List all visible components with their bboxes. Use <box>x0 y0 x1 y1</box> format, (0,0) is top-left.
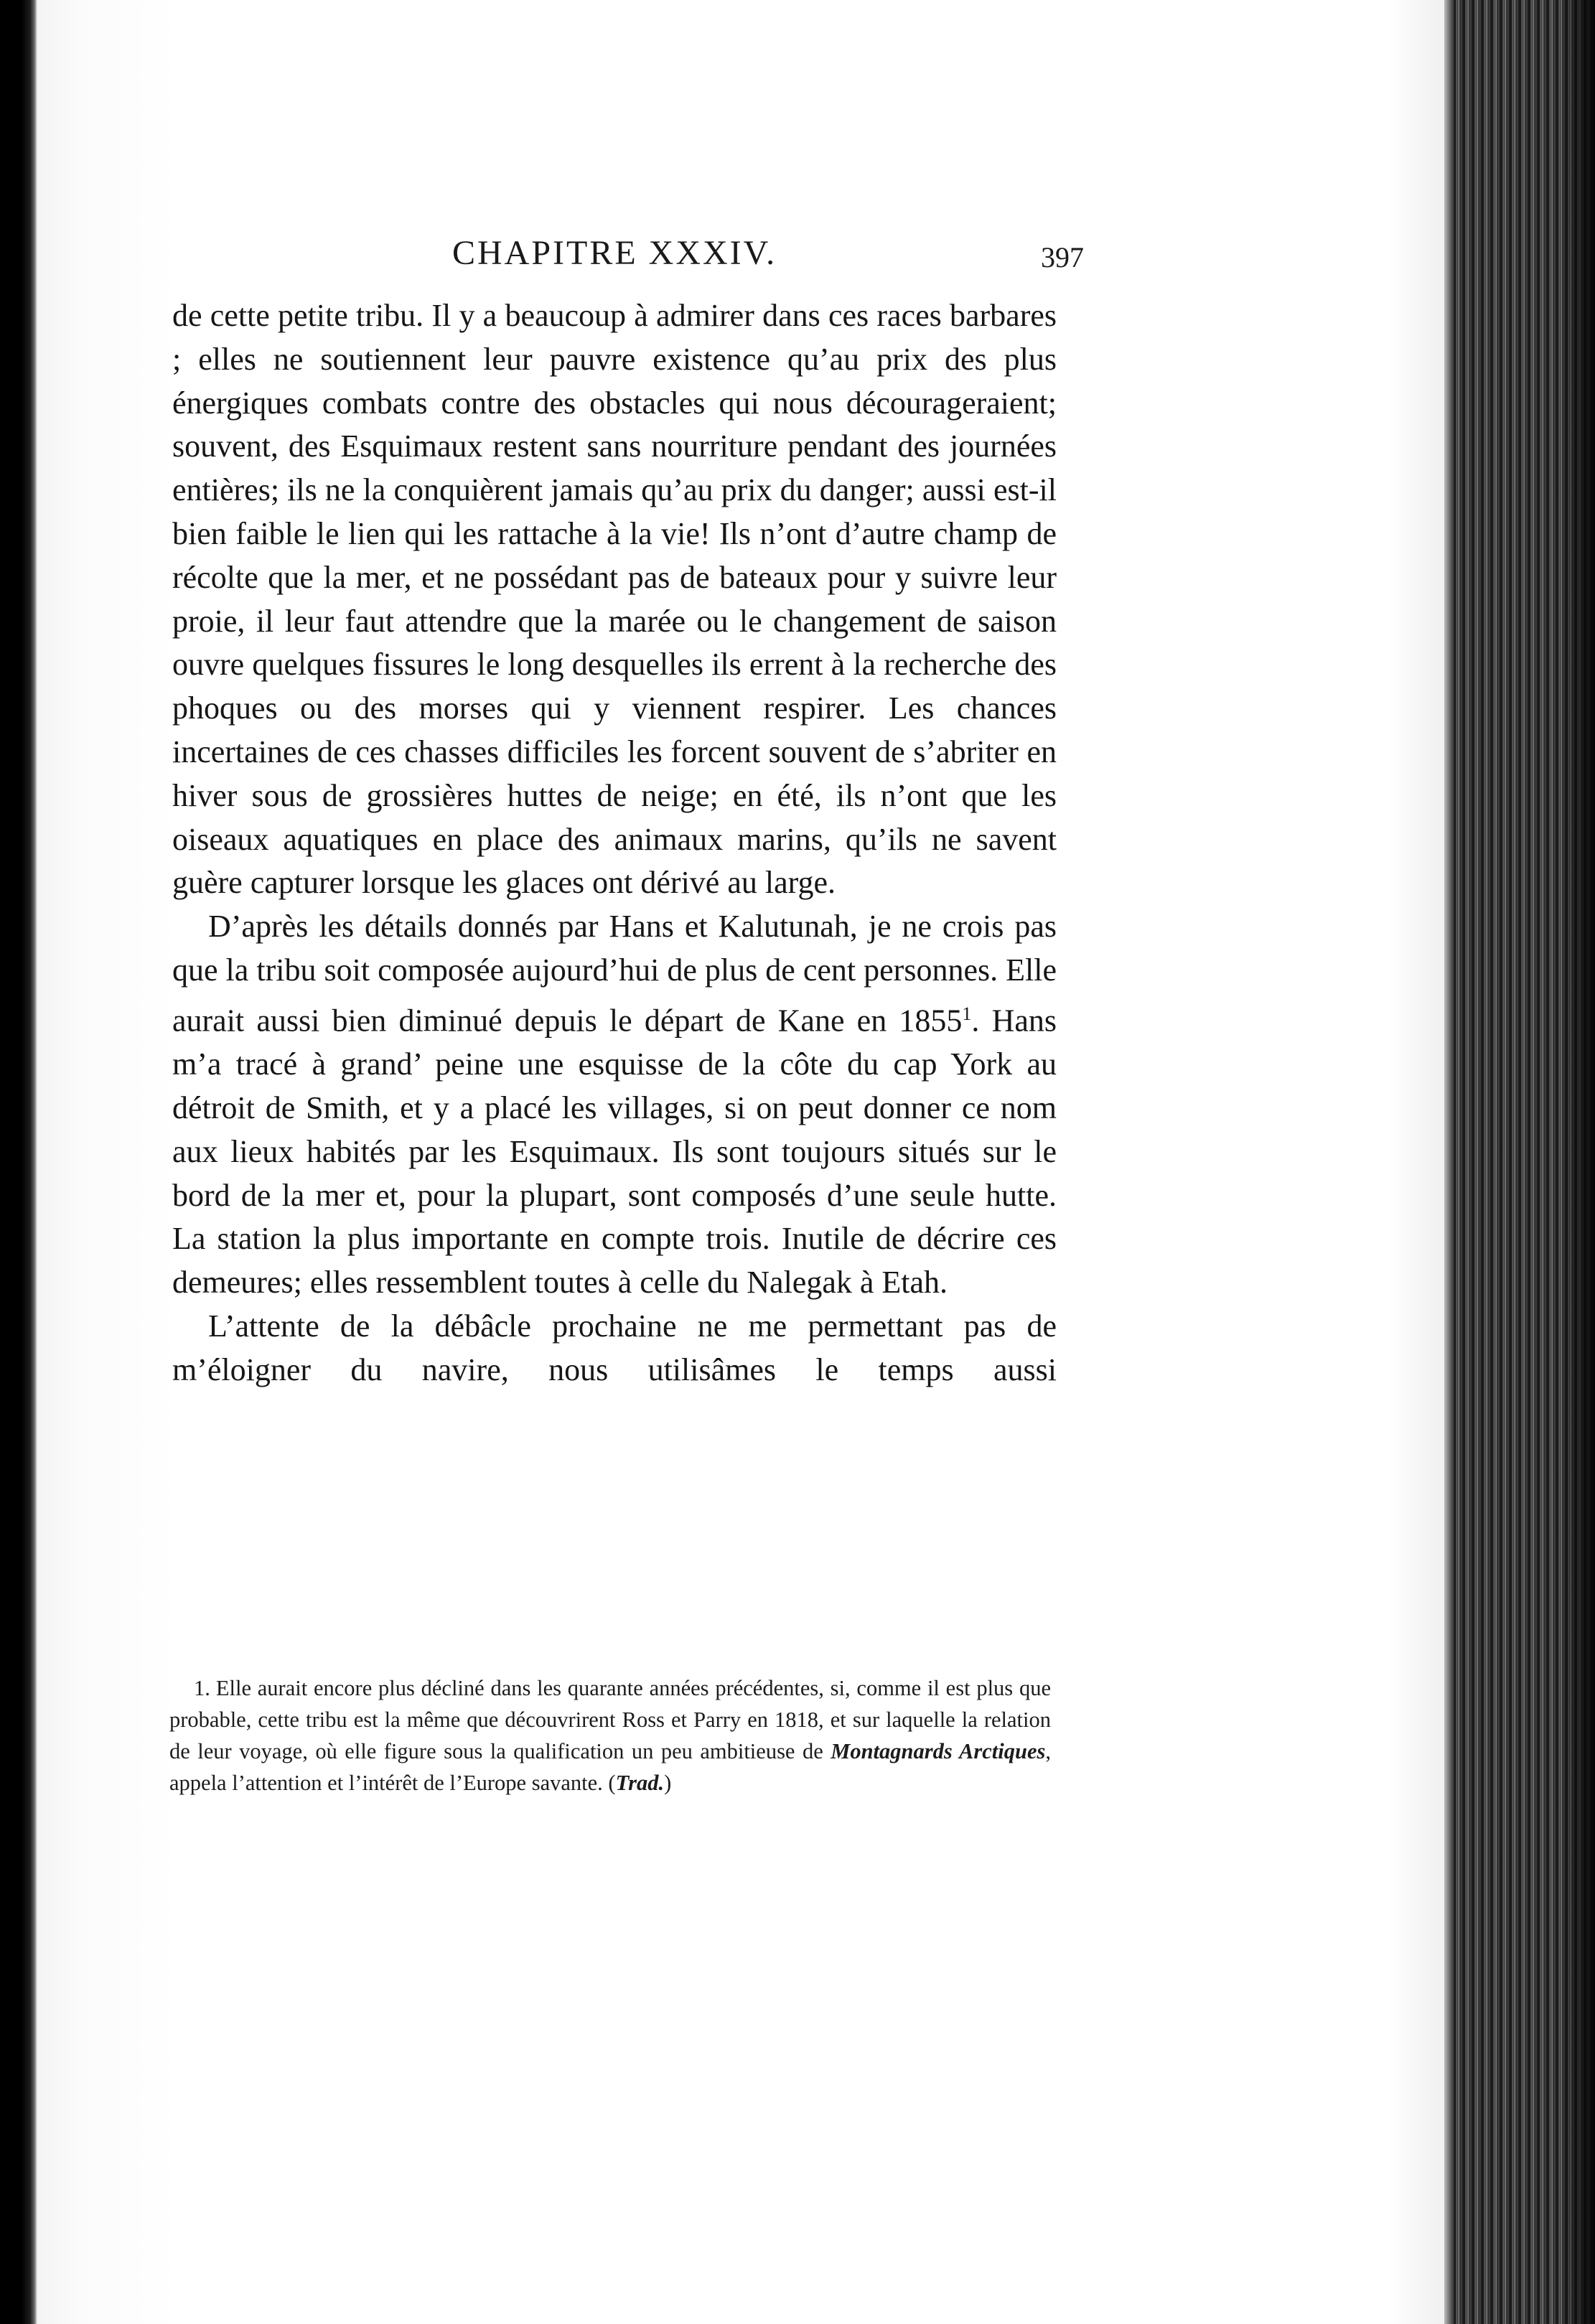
footnote-number: 1. <box>194 1676 210 1700</box>
footnote-italic-term: Montagnards Arctiques <box>831 1739 1046 1763</box>
running-head: CHAPITRE XXXIV. <box>452 234 777 272</box>
page-number: 397 <box>1041 241 1084 273</box>
footnote <box>169 1672 1051 1799</box>
paragraph-2 <box>172 905 1057 1305</box>
book-page-stack-edge <box>1444 0 1595 2324</box>
footnote-text-1: Elle aurait encore plus décliné dans les quarante années précédentes, si, comme il est plus que probable, cette tribu est la même que découvrirent Ross et Parry en 1818, et sur laquelle la relation de leur voyage, où elle figure sous la qualification un peu ambitieuse de <box>169 1676 1051 1763</box>
paragraph-3: L’attente de la débâcle prochaine ne me permettant pas de m’éloigner du navire, nous utilisâmes le temps aussi <box>172 1308 1057 1387</box>
footnote-text-3: ) <box>664 1771 672 1795</box>
footnote-attribution: Trad. <box>615 1771 665 1795</box>
paragraph-2-text-b: . Hans m’a tracé à grand’ peine une esquisse de la côte du cap York au détroit de Smith, et y a placé les villages, si on peut donner ce nom aux lieux habités par les Esquimaux. Ils sont toujours situés sur le bord de la mer et, pour la plupart, sont composés d’une seule hutte. La station la plus importante en compte trois. Inutile de décrire ces demeures; elles ressemblent toutes à celle du Nalegak à Etah. <box>172 1003 1057 1301</box>
footnote-text-2: , appela l’attention et l’intérêt de l’Europe savante. ( <box>169 1739 1051 1795</box>
footnote-reference: 1 <box>962 1003 972 1024</box>
paragraph-1: de cette petite tribu. Il y a beaucoup à admirer dans ces races barbares ; elles ne soutiennent leur pauvre existence qu’au prix des plus énergiques combats contre des obstacles qui nous décourageraient; souvent, des Esquimaux restent sans nourriture pendant des journées entières; ils ne la conquièrent jamais qu’au prix du danger; aussi est-il bien faible le lien qui les rattache à la vie! Ils n’ont d’autre champ de récolte que la mer, et ne possédant pas de bateaux pour y suivre leur proie, il leur faut attendre que la marée ou le changement de saison ouvre quelques fissures le long desquelles ils errent à la recherche des phoques ou des morses qui y viennent respirer. Les chances incertaines de ces chasses difficiles les forcent souvent de s’abriter en hiver sous de grossières huttes de neige; en été, ils n’ont que les oiseaux aquatiques en place des animaux marins, qu’ils ne savent guère capturer lorsque les glaces ont dérivé au large. <box>172 298 1057 901</box>
page-header <box>452 233 1084 284</box>
scan-left-edge <box>0 0 37 2324</box>
body-text <box>172 294 1057 1392</box>
paragraph-2-text-a: D’après les détails donnés par Hans et Kalutunah, je ne crois pas que la tribu soit composée aujourd’hui de plus de cent personnes. Elle aurait aussi bien diminué depuis le départ de Kane en 1855 <box>172 909 1057 1039</box>
